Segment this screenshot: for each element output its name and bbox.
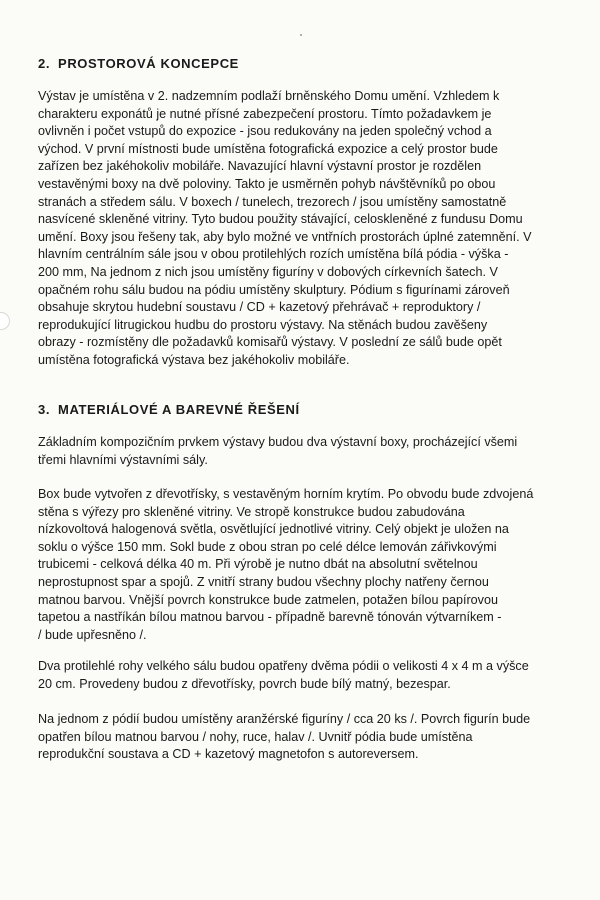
text-line: hlavním centrálním sále jsou v obou protilehlých rozích umístěna bílá pódia - výška - [38, 247, 509, 262]
paragraph-mannequins [38, 711, 558, 764]
text-line: opačném rohu sálu budou na pódiu umístěny skulptury. Pódium s figurínami zároveň [38, 282, 510, 297]
text-line: opatřen bílou matnou barvou / nohy, ruce, halav /. Uvnitř pódia bude umístěna [38, 729, 473, 744]
text-line: východ. V první místnosti bude umístěna fotografická expozice a celý prostor bude [38, 141, 498, 156]
text-line: / bude upřesněno /. [38, 627, 147, 642]
text-line: vestavěnými boxy na dvě poloviny. Takto je usměrněn pohyb návštěvníků po obou [38, 176, 496, 191]
text-line: nasvícené skleněné vitriny. Tyto budou použity stávající, celoskleněné z fundusu Domu [38, 212, 523, 227]
text-line: umístěna fotografická výstava bez jakéhokoliv mobiláře. [38, 352, 350, 367]
text-line: reprodukční soustava a CD + kazetový magnetofon s autoreversem. [38, 747, 419, 762]
paragraph-box-construction [38, 486, 558, 644]
paragraph-composition [38, 434, 558, 469]
text-line: 20 cm. Provedeny budou z dřevotřísky, povrch bude bílý matný, bezespar. [38, 676, 451, 691]
text-line: charakteru exponátů je nutné přísné zabezpečení prostoru. Tímto požadavkem je [38, 106, 492, 121]
text-line: nízkovoltová halogenová světla, osvětlující jednotlivé vitriny. Celý objekt je uložen na [38, 522, 509, 537]
punch-hole [0, 312, 10, 330]
text-line: Dva protilehlé rohy velkého sálu budou opatřeny dvěma pódii o velikosti 4 x 4 m a výšce [38, 659, 529, 673]
text-line: matnou barvou. Vnější povrch konstrukce bude zatmelen, potažen bílou papírovou [38, 592, 498, 607]
section-title: PROSTOROVÁ KONCEPCE [58, 56, 239, 71]
text-line: tapetou a nastříkán bílou matnou barvou - případně barevně tónován výtvarníkem - [38, 610, 502, 625]
section-heading-2 [38, 56, 239, 71]
text-line: ovlivněn i počet vstupů do expozice - jsou redukovány na jeden společný vchod a [38, 124, 492, 139]
section-number: 3. [38, 402, 51, 417]
text-line: Na jednom z pódií budou umístěny aranžérské figuríny / cca 20 ks /. Povrch figurín bude [38, 712, 531, 726]
section-heading-3 [38, 402, 300, 417]
paragraph-podiums [38, 658, 558, 693]
text-line: zařízen bez jakéhokoliv mobiláře. Navazující hlavní výstavní prostor je rozdělen [38, 159, 482, 174]
text-line: reprodukující litrugickou hudbu do prostoru výstavy. Na stěnách budou zavěšeny [38, 317, 488, 332]
section-title: MATERIÁLOVÉ A BAREVNÉ ŘEŠENÍ [58, 402, 300, 417]
text-line: umění. Boxy jsou řešeny tak, aby bylo možné ve vntřních prostorách úplné zatemnění. V [38, 229, 532, 244]
text-line: Základním kompozičním prvkem výstavy budou dva výstavní boxy, procházející všemi [38, 435, 518, 449]
text-line: Box bude vytvořen z dřevotřísky, s vestavěným horním krytím. Po obvodu bude zdvojená [38, 487, 534, 501]
text-line: neprostupnost spar a spojů. Z vnitří strany budou všechny plochy natřeny černou [38, 574, 489, 589]
paragraph-spatial-concept [38, 88, 558, 370]
text-line: stěna s výřezy pro skleněné vitriny. Ve stropě konstrukce budou zabudována [38, 504, 465, 519]
text-line: třemi hlavními výstavními sály. [38, 452, 208, 467]
text-line: 200 mm, Na jednom z nich jsou umístěny figuríny v dobových církevních šatech. V [38, 264, 498, 279]
text-line: soklu o výšce 150 mm. Sokl bude z obou stran po celé délce lemován zářivkovými [38, 539, 497, 554]
text-line: obsahuje skrytou hudební soustavu / CD + kazetový přehrávač + reproduktory / [38, 300, 481, 315]
text-line: obrazy - rozmístěny dle požadavků komisařů výstavy. V poslední ze sálů bude opět [38, 335, 502, 350]
text-line: stranách a středem sálu. V boxech / tunelech, trezorech / jsou umístěny samostatně [38, 194, 507, 209]
text-line: Výstav je umístěna v 2. nadzemním podlaží brněnského Domu umění. Vzhledem k [38, 89, 500, 103]
section-number: 2. [38, 56, 51, 71]
text-line: trubicemi - celková délka 40 m. Při výrobě je nutno dbát na absolutní světelnou [38, 557, 478, 572]
scan-speck [300, 34, 302, 36]
